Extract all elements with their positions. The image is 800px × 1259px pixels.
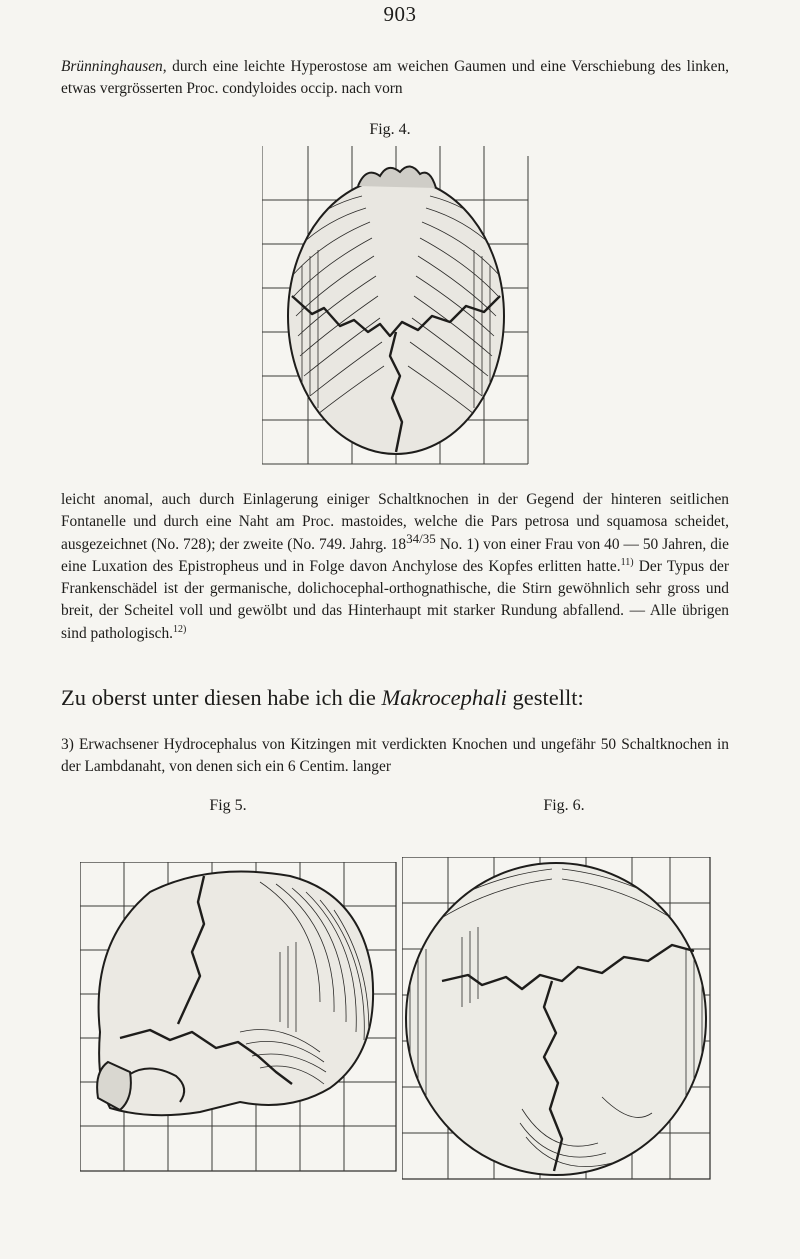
figure-4-skull-top-view-drawing xyxy=(262,146,530,466)
skull-outline xyxy=(99,872,374,1116)
paragraph-intro-text: , durch eine leichte Hyperostose am weichen Gaumen und eine Verschiebung des linken, etwas vergrösserten Proc. condyloides occip. nach vorn xyxy=(61,58,729,98)
paragraph-main-text-b: No. 1) von einer Frau von 40 — 50 Jahren, die eine Luxation des Epistropheus und in Folge davon Anchylose des Kopfes erlitten hatte. xyxy=(61,535,730,575)
figure-4 xyxy=(262,146,530,466)
page-number: 903 xyxy=(383,2,417,26)
paragraph-main-text-a: leicht anomal, auch durch Einlagerung einiger Schaltknochen in der Gegend der hinteren seitlichen Fontanelle und durch eine Naht am Proc. mastoides, welche die Pars petrosa und squamosa scheidet, ausgezeichnet (No. 728); der zweite (No. 749. Jahrg. 18 xyxy=(61,491,729,553)
section-heading xyxy=(61,684,741,712)
figure-5-skull-side-view-drawing xyxy=(80,862,398,1174)
footnote-ref-12: 12) xyxy=(173,623,187,635)
heading-term: Makrocephali xyxy=(381,685,507,710)
footnote-ref-11: 11) xyxy=(620,556,634,568)
paragraph-intro xyxy=(61,56,729,101)
figure-4-caption: Fig. 4. xyxy=(369,121,411,138)
skull-outline xyxy=(406,863,706,1175)
figure-6-skull-top-view-drawing xyxy=(402,857,714,1183)
heading-text-b: gestellt: xyxy=(506,685,584,710)
facial-bones xyxy=(97,1062,131,1110)
figure-5 xyxy=(80,862,398,1174)
heading-text-a: Zu oberst unter diesen habe ich die xyxy=(61,685,382,710)
author-name: Brünninghausen xyxy=(61,58,163,75)
figure-6-caption: Fig. 6. xyxy=(543,797,585,814)
paragraph-main xyxy=(61,489,729,645)
figure-6 xyxy=(402,857,714,1183)
figure-5-caption: Fig 5. xyxy=(209,797,247,814)
skull-teeth-edge xyxy=(358,166,436,188)
paragraph-main-text-c: Der Typus der Frankenschädel ist der germanische, dolichocephal-orthognathische, die Stirn gewöhnlich sehr gross und breit, der Scheitel voll und gewölbt und das Hinterhaupt mit starker Rundung abfallend. — Alle übrigen sind pathologisch. xyxy=(61,557,730,642)
year-fraction: 34/35 xyxy=(406,530,436,546)
paragraph-hydrocephalus: 3) Erwachsener Hydrocephalus von Kitzingen mit verdickten Knochen und ungefähr 50 Schaltknochen in der Lambdanaht, von denen sich ein 6 Centim. langer xyxy=(61,736,729,776)
